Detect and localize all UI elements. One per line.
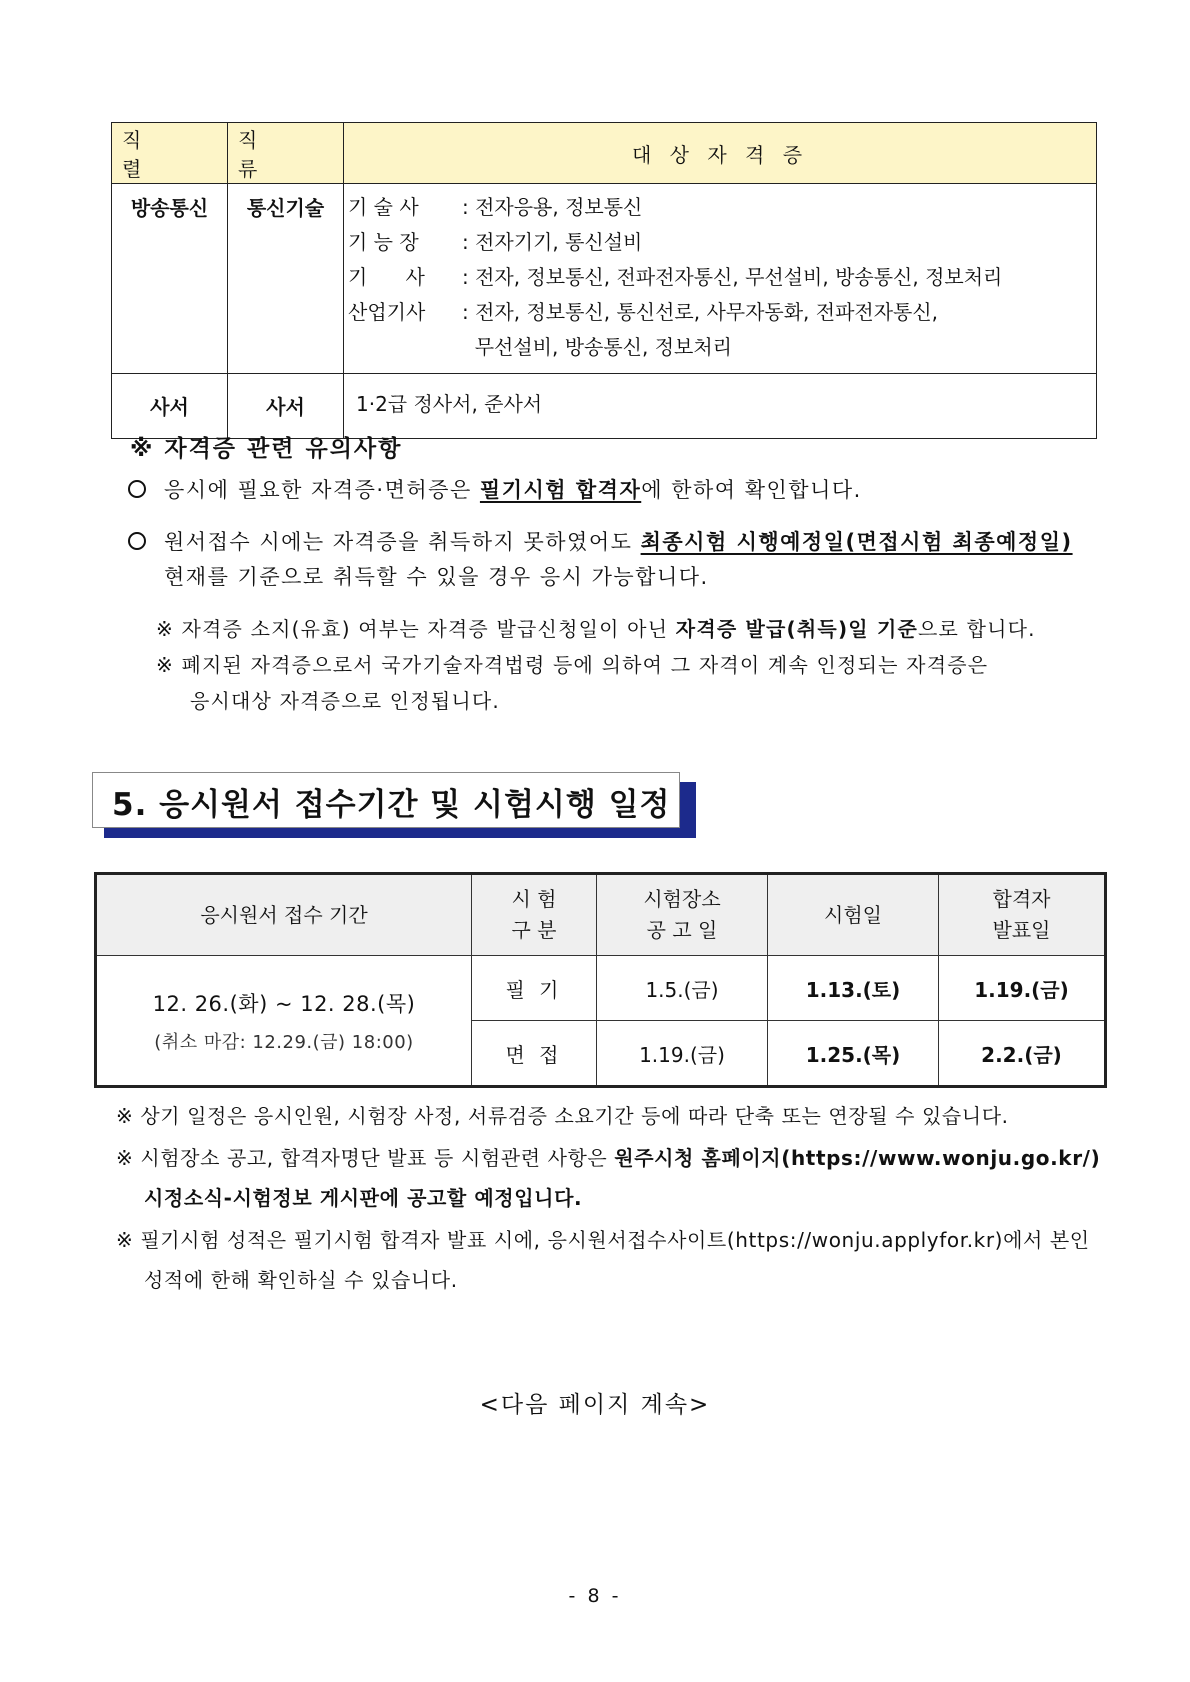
table-row bbox=[96, 956, 1106, 1021]
schedule-note bbox=[116, 1142, 1100, 1171]
qualification-table-header bbox=[112, 123, 1097, 184]
note-text: ※ 시험장소 공고, 합격자명단 발표 등 시험관련 사항은 bbox=[116, 1146, 615, 1170]
note-emphasis: 필기시험 합격자 bbox=[479, 478, 642, 502]
circle-bullet-icon bbox=[128, 532, 146, 550]
cert-line-label: 기 능 장 bbox=[348, 230, 419, 254]
cell-type: 필 기 bbox=[472, 956, 597, 1021]
cert-line bbox=[348, 225, 1092, 260]
page-number: - 8 - bbox=[568, 1585, 622, 1607]
schedule-note: ※ 필기시험 성적은 필기시험 합격자 발표 시에, 응시원서접수사이트(https://wonju.applyfor.kr)에서 본인 bbox=[116, 1228, 1090, 1252]
cert-line-label: 기 술 사 bbox=[348, 195, 419, 219]
header-certs: 대 상 자 격 증 bbox=[344, 123, 1097, 184]
homepage-link: 원주시청 홈페이지(https://www.wonju.go.kr/) bbox=[614, 1146, 1101, 1170]
schedule-note: 시정소식-시험정보 게시판에 공고할 예정입니다. bbox=[144, 1186, 583, 1210]
header-class: 직 류 bbox=[228, 123, 344, 184]
cell-exam: 1.25.(목) bbox=[768, 1021, 939, 1087]
note-emphasis: 자격증 발급(취득)일 기준 bbox=[675, 617, 919, 641]
note-text: 현재를 기준으로 취득할 수 있을 경우 응시 가능합니다. bbox=[164, 565, 709, 589]
cert-line-label bbox=[348, 330, 462, 365]
cert-line bbox=[348, 190, 1092, 225]
note-item bbox=[128, 474, 862, 504]
header-notice-line: 공 고 일 bbox=[646, 918, 718, 942]
cert-line-value: : 전자응용, 정보통신 bbox=[462, 195, 643, 219]
cert-line-label: 산업기사 bbox=[348, 300, 426, 324]
header-notice-line: 시험장소 bbox=[643, 887, 721, 911]
header-result bbox=[939, 874, 1106, 956]
note-text: 원서접수 시에는 자격증을 취득하지 못하였어도 bbox=[164, 530, 641, 554]
schedule-header bbox=[96, 874, 1106, 956]
period-cancel-deadline: (취소 마감: 12.29.(금) 18:00) bbox=[154, 1031, 414, 1053]
cert-line-label: 기 사 bbox=[348, 265, 425, 289]
table-row bbox=[112, 184, 1097, 374]
cell-certs: 1·2급 정사서, 준사서 bbox=[344, 374, 1097, 439]
note-text: 으로 합니다. bbox=[918, 617, 1036, 641]
header-result-line: 합격자 bbox=[992, 887, 1051, 911]
header-exam: 시험일 bbox=[768, 874, 939, 956]
schedule-table bbox=[94, 872, 1107, 1088]
note-text: 응시대상 자격증으로 인정됩니다. bbox=[190, 689, 500, 713]
note-subitem bbox=[156, 613, 1036, 642]
cell-type: 면 접 bbox=[472, 1021, 597, 1087]
cert-line-value: : 전자기기, 통신설비 bbox=[462, 230, 643, 254]
circle-bullet-icon bbox=[128, 480, 146, 498]
cert-line-value: : 전자, 정보통신, 전파전자통신, 무선설비, 방송통신, 정보처리 bbox=[462, 265, 1003, 289]
cell-certs bbox=[344, 184, 1097, 374]
header-type bbox=[472, 874, 597, 956]
note-item bbox=[128, 526, 1073, 556]
continued-notice: <다음 페이지 계속> bbox=[479, 1392, 711, 1418]
qualification-table bbox=[111, 122, 1097, 439]
period-main: 12. 26.(화) ~ 12. 28.(목) bbox=[152, 991, 416, 1016]
cert-line bbox=[348, 295, 1092, 330]
note-subitem: ※ 폐지된 자격증으로서 국가기술자격법령 등에 의하여 그 자격이 계속 인정되는 자격증은 bbox=[156, 653, 989, 677]
header-series: 직 렬 bbox=[112, 123, 228, 184]
cell-period bbox=[96, 956, 472, 1087]
cell-notice: 1.19.(금) bbox=[597, 1021, 768, 1087]
cert-line-value: 무선설비, 방송통신, 정보처리 bbox=[462, 335, 732, 359]
note-text: 응시에 필요한 자격증·면허증은 bbox=[164, 478, 480, 502]
header-type-line: 구 분 bbox=[511, 918, 557, 942]
cell-class: 통신기술 bbox=[228, 184, 344, 374]
schedule-note: ※ 상기 일정은 응시인원, 시험장 사정, 서류검증 소요기간 등에 따라 단축 또는 연장될 수 있습니다. bbox=[116, 1104, 1009, 1128]
cert-line bbox=[348, 260, 1092, 295]
header-result-line: 발표일 bbox=[992, 918, 1051, 942]
note-text: ※ 자격증 소지(유효) 여부는 자격증 발급신청일이 아닌 bbox=[156, 617, 676, 641]
cell-result: 1.19.(금) bbox=[939, 956, 1106, 1021]
header-type-line: 시 험 bbox=[511, 887, 557, 911]
table-row bbox=[112, 374, 1097, 439]
note-text: 에 한하여 확인합니다. bbox=[641, 478, 862, 502]
header-period: 응시원서 접수 기간 bbox=[96, 874, 472, 956]
cell-exam: 1.13.(토) bbox=[768, 956, 939, 1021]
cell-notice: 1.5.(금) bbox=[597, 956, 768, 1021]
cert-line bbox=[348, 330, 1092, 365]
section-heading: 5. 응시원서 접수기간 및 시험시행 일정 bbox=[112, 787, 671, 823]
notes-title: ※ 자격증 관련 유의사항 bbox=[130, 436, 403, 462]
cell-series: 사서 bbox=[112, 374, 228, 439]
cert-line-value: : 전자, 정보통신, 통신선로, 사무자동화, 전파전자통신, bbox=[462, 300, 939, 324]
cell-class: 사서 bbox=[228, 374, 344, 439]
cell-series: 방송통신 bbox=[112, 184, 228, 374]
note-emphasis: 최종시험 시행예정일(면접시험 최종예정일) bbox=[640, 530, 1073, 554]
header-notice bbox=[597, 874, 768, 956]
schedule-note: 성적에 한해 확인하실 수 있습니다. bbox=[144, 1268, 458, 1292]
cell-result: 2.2.(금) bbox=[939, 1021, 1106, 1087]
